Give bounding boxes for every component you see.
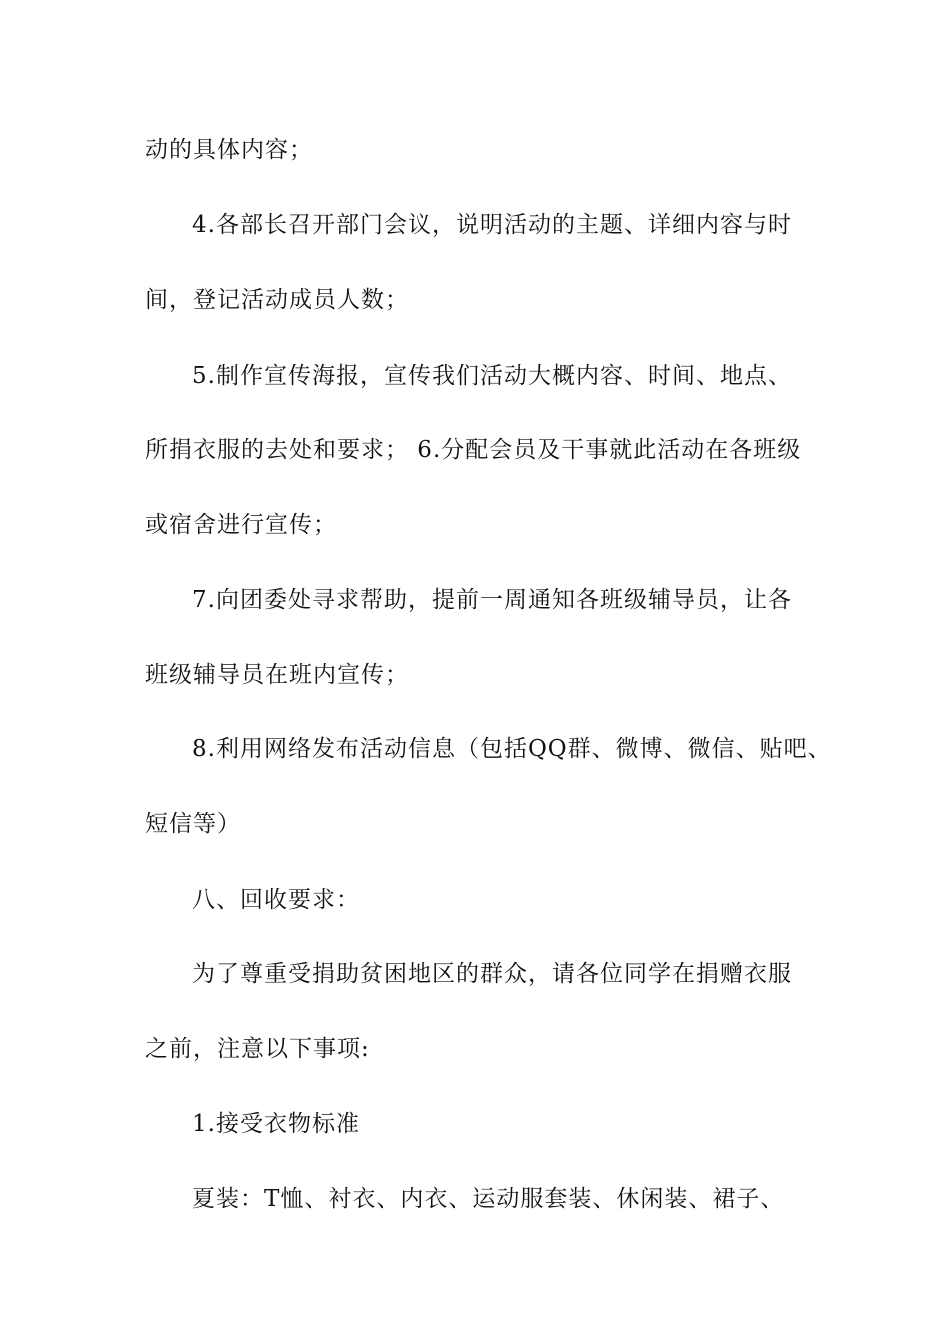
text-line: 间，登记活动成员人数；: [145, 287, 409, 313]
text-line: 为了尊重受捐助贫困地区的群众，请各位同学在捐赠衣服: [192, 961, 792, 987]
text-line: 5.制作宣传海报，宣传我们活动大概内容、时间、地点、: [192, 363, 792, 389]
text-line: 班级辅导员在班内宣传；: [145, 662, 409, 688]
text-line: 7.向团委处寻求帮助，提前一周通知各班级辅导员，让各: [192, 587, 792, 613]
text-line: 4.各部长召开部门会议，说明活动的主题、详细内容与时: [192, 212, 792, 238]
text-line: 8.利用网络发布活动信息（包括QQ群、微博、微信、贴吧、: [192, 736, 832, 762]
text-line: 之前，注意以下事项:: [145, 1036, 370, 1062]
section-heading: 八、回收要求：: [192, 887, 360, 913]
text-line: 所捐衣服的去处和要求； 6.分配会员及干事就此活动在各班级: [145, 437, 802, 463]
text-line: 动的具体内容；: [145, 137, 313, 163]
text-line: 或宿舍进行宣传；: [145, 512, 337, 538]
text-line: 夏装：T恤、衬衣、内衣、运动服套装、休闲装、裙子、: [192, 1186, 785, 1212]
text-line: 短信等）: [145, 811, 241, 837]
text-line: 1.接受衣物标准: [192, 1111, 360, 1137]
